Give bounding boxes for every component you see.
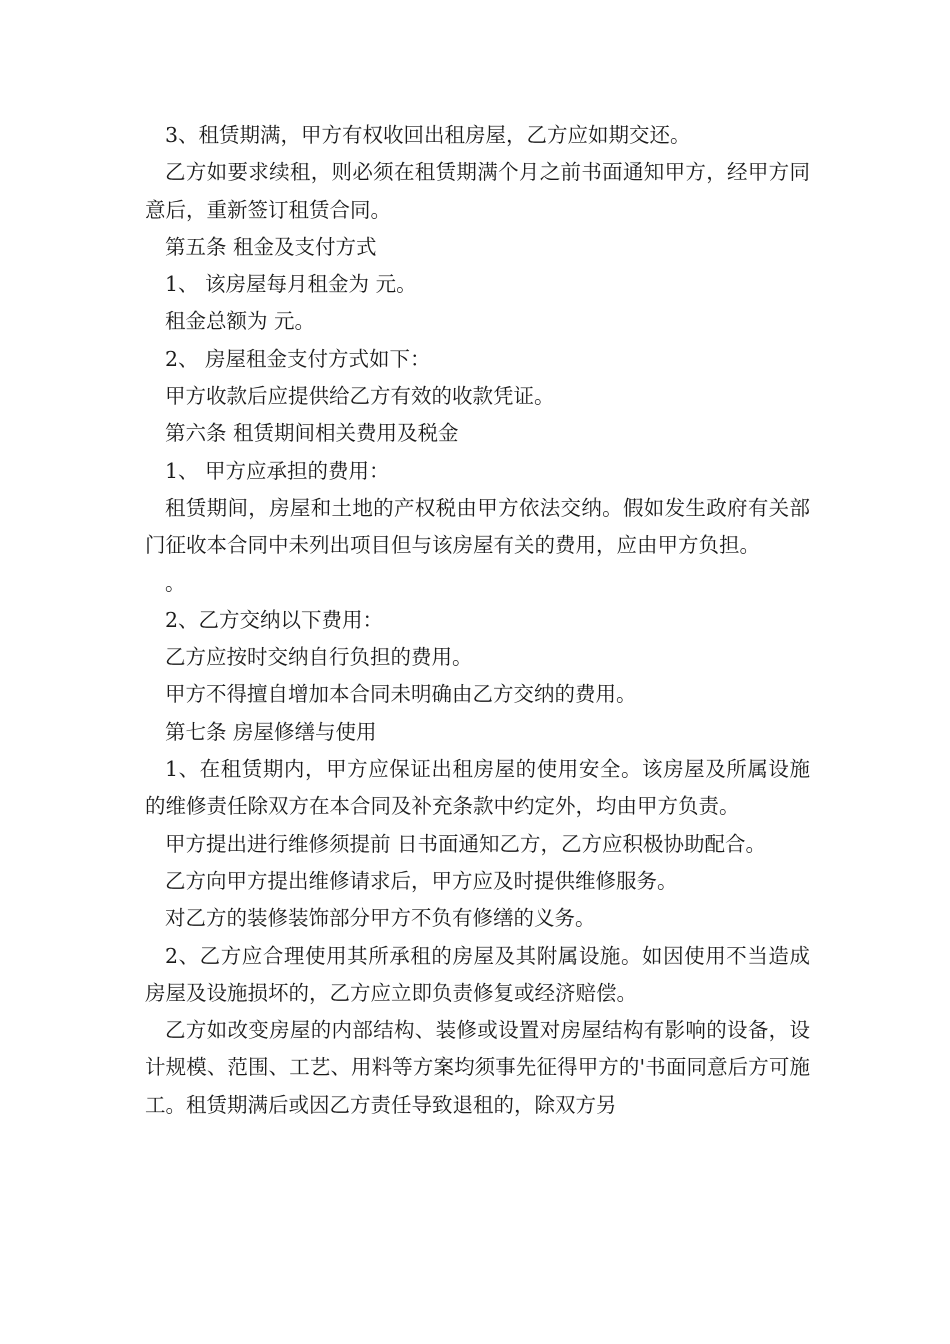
paragraph-lessee-pay-on-time: 乙方应按时交纳自行负担的费用。: [165, 645, 473, 670]
paragraph-structural-changes: 乙方如改变房屋的内部结构、装修或设置对房屋结构有影响的设备，设计规模、范围、工艺、用料等方案均须事先征得甲方的'书面同意后方可施工。租赁期满后或因乙方责任导致退租的，除双方另: [145, 1018, 810, 1117]
document-body: [145, 117, 810, 1124]
article-6-heading: 第六条 租赁期间相关费用及税金: [165, 421, 459, 446]
paragraph-payment-method: 2、 房屋租金支付方式如下：: [165, 346, 431, 371]
paragraph-lease-expiry: 3、租赁期满，甲方有权收回出租房屋，乙方应如期交还。: [165, 123, 691, 147]
paragraph-total-rent: 租金总额为 元。: [165, 309, 316, 334]
paragraph-lessee-fees: 2、乙方交纳以下费用：: [165, 607, 384, 632]
paragraph-lessor-fees: 1、 甲方应承担的费用：: [165, 458, 390, 483]
paragraph-monthly-rent: 1、 该房屋每月租金为 元。: [165, 272, 417, 297]
paragraph-maintenance-duty: 1、在租赁期内，甲方应保证出租房屋的使用安全。该房屋及所属设施的维修责任除双方在本合同及补充条款中约定外，均由甲方负责。: [145, 757, 810, 819]
paragraph-no-extra-fees: 甲方不得擅自增加本合同未明确由乙方交纳的费用。: [165, 682, 637, 707]
paragraph-renewal: 乙方如要求续租，则必须在租赁期满个月之前书面通知甲方，经甲方同意后，重新签订租赁合同。: [145, 160, 810, 222]
paragraph-decoration-repair: 对乙方的装修装饰部分甲方不负有修缮的义务。: [165, 906, 596, 931]
paragraph-proper-use: 2、乙方应合理使用其所承租的房屋及其附属设施。如因使用不当造成房屋及设施损坏的，乙方应立即负责修复或经济赔偿。: [145, 943, 810, 1005]
paragraph-period-mark: 。: [165, 570, 186, 595]
article-5-heading: 第五条 租金及支付方式: [165, 234, 377, 259]
paragraph-repair-notice: 甲方提出进行维修须提前 日书面通知乙方，乙方应积极协助配合。: [165, 831, 767, 856]
paragraph-repair-request: 乙方向甲方提出维修请求后，甲方应及时提供维修服务。: [165, 868, 678, 893]
paragraph-property-tax: 租赁期间，房屋和土地的产权税由甲方依法交纳。假如发生政府有关部门征收本合同中未列出项目但与该房屋有关的费用，应由甲方负担。: [145, 495, 810, 558]
article-7-heading: 第七条 房屋修缮与使用: [165, 719, 377, 744]
paragraph-receipt: 甲方收款后应提供给乙方有效的收款凭证。: [165, 384, 555, 409]
